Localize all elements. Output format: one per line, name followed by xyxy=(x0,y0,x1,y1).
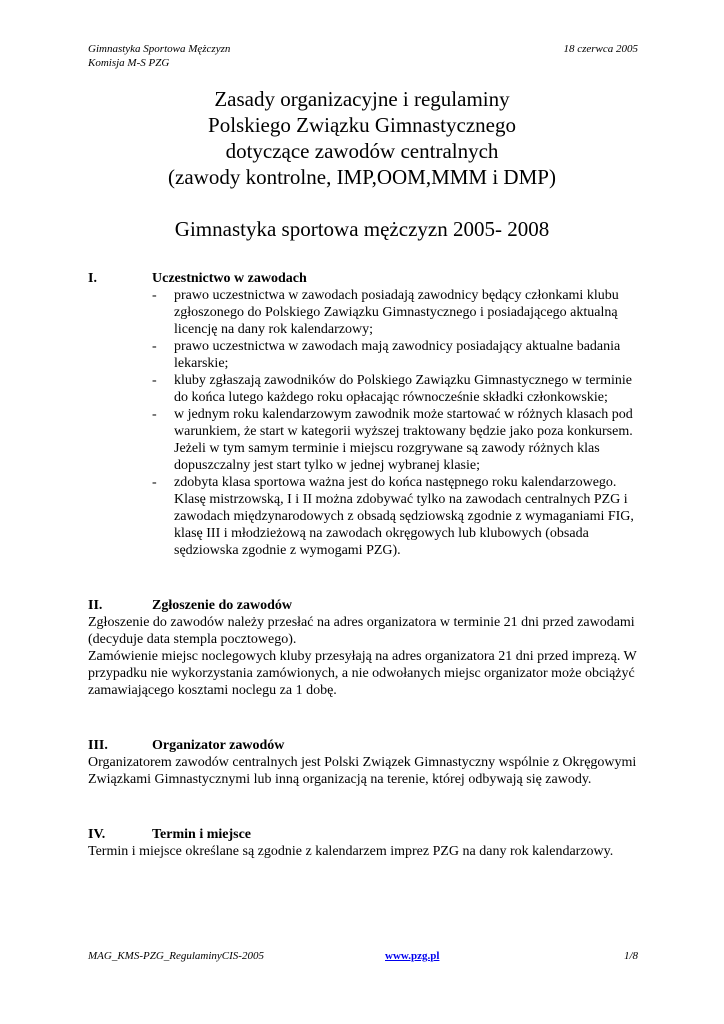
header-committee: Komisja M-S PZG xyxy=(88,57,170,69)
section-organizator xyxy=(88,737,644,788)
section-heading xyxy=(88,270,644,287)
list-item-text: w jednym roku kalendarzowym zawodnik może startować w różnych klasach pod warunkiem, że start w kategorii wyższej traktowany będzie jako poza konkursem. Jeżeli w tym samym terminie i miejscu rozgrywane są zawody różnych klas dopuszczalny jest start tylko w jednej wybranej klasie; xyxy=(174,407,633,473)
dash-bullet: - xyxy=(152,373,157,388)
document-header-left xyxy=(88,42,230,70)
footer-filename: MAG_KMS-PZG_RegulaminyCIS-2005 xyxy=(88,950,264,962)
list-item-text: prawo uczestnictwa w zawodach mają zawodnicy posiadający aktualne badania lekarskie; xyxy=(174,339,621,371)
paragraph: Zgłoszenie do zawodów należy przesłać na adres organizatora w terminie 21 dni przed zawodami (decyduje data stempla pocztowego). xyxy=(88,615,635,647)
section-number: IV. xyxy=(88,827,106,842)
title-line: Polskiego Związku Gimnastycznego xyxy=(208,113,516,137)
footer-website-link[interactable]: www.pzg.pl xyxy=(385,950,440,962)
section-number: III. xyxy=(88,738,108,753)
header-org: Gimnastyka Sportowa Mężczyzn xyxy=(88,43,231,55)
list-item-text: kluby zgłaszają zawodników do Polskiego Zawiązku Gimnastycznego w terminie do końca lutego każdego roku opłacając równocześnie składki członkowskie; xyxy=(174,373,632,405)
section-title: Zgłoszenie do zawodów xyxy=(152,598,292,613)
dash-bullet: - xyxy=(152,339,157,354)
dash-bullet: - xyxy=(152,475,157,490)
title-line: dotyczące zawodów centralnych xyxy=(225,139,499,163)
paragraph: Zamówienie miejsc noclegowych kluby przesyłają na adres organizatora 21 dni przed imprezą. W przypadku nie wykorzystania zamówionych, a nie odwołanych miejsc organizator może obciążyć zamawiającego kosztami noclegu za 1 dobę. xyxy=(88,649,637,698)
title-line: (zawody kontrolne, IMP,OOM,MMM i DMP) xyxy=(168,165,556,189)
section-number: II. xyxy=(88,598,103,613)
dash-bullet: - xyxy=(152,407,157,422)
section-title: Uczestnictwo w zawodach xyxy=(152,271,307,286)
page-number: 1/8 xyxy=(623,950,638,962)
list-item xyxy=(88,287,644,338)
document-title xyxy=(88,86,636,242)
header-date: 18 czerwca 2005 xyxy=(563,43,638,55)
list-item xyxy=(88,406,644,474)
paragraph: Organizatorem zawodów centralnych jest Polski Związek Gimnastyczny wspólnie z Okręgowymi Związkami Gimnastycznymi lub inną organizacją na terenie, której odbywają się zawody. xyxy=(88,755,637,787)
paragraph: Termin i miejsce określane są zgodnie z kalendarzem imprez PZG na dany rok kalendarzowy. xyxy=(88,844,614,859)
section-number: I. xyxy=(88,271,97,286)
dash-bullet: - xyxy=(152,288,157,303)
title-line: Zasady organizacyjne i regulaminy xyxy=(214,87,510,111)
section-uczestnictwo xyxy=(88,270,644,559)
section-zgloszenie xyxy=(88,597,644,699)
list-item xyxy=(88,338,644,372)
bullet-list xyxy=(88,287,644,559)
list-item xyxy=(88,372,644,406)
document-body xyxy=(88,270,644,898)
section-heading xyxy=(88,826,644,843)
list-item-text: zdobyta klasa sportowa ważna jest do końca następnego roku kalendarzowego. Klasę mistrzowską, I i II można zdobywać tylko na zawodach centralnych PZG i zawodach międzynarodowych z obsadą sędziowską zgodnie z wymaganiami FIG, klasę III i młodzieżową na zawodach okręgowych lub klubowych (obsada sędziowska zgodnie z wymogami PZG). xyxy=(174,475,634,558)
section-title: Organizator zawodów xyxy=(152,738,285,753)
section-heading xyxy=(88,597,644,614)
section-termin xyxy=(88,826,644,860)
list-item-text: prawo uczestnictwa w zawodach posiadają zawodnicy będący członkami klubu zgłoszonego do Polskiego Zawiązku Gimnastycznego i posiadającego aktualną licencję na dany rok kalendarzowy; xyxy=(174,288,619,337)
document-subtitle: Gimnastyka sportowa mężczyzn 2005- 2008 xyxy=(174,217,550,241)
section-heading xyxy=(88,737,644,754)
list-item xyxy=(88,474,644,559)
section-title: Termin i miejsce xyxy=(152,827,252,842)
